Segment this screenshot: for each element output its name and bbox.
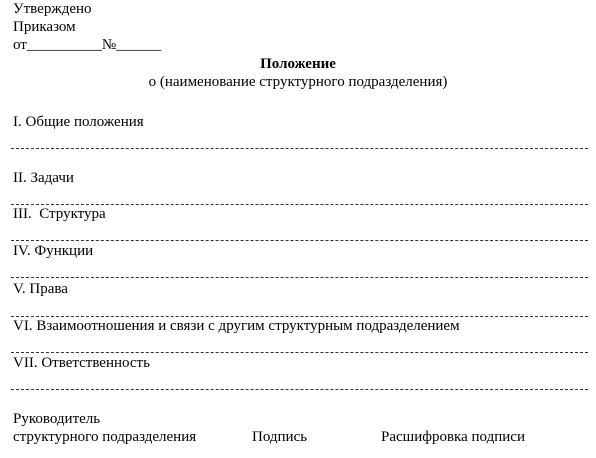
section-responsibility: VII. Ответственность bbox=[13, 355, 150, 371]
section-tasks: II. Задачи bbox=[13, 170, 74, 186]
document-subtitle: о (наименование структурного подразделения) bbox=[148, 74, 448, 90]
section-general-provisions: I. Общие положения bbox=[13, 114, 144, 130]
approval-approved: Утверждено bbox=[13, 1, 92, 17]
section-fill-line bbox=[11, 389, 588, 390]
footer-signature-decoding-label: Расшифровка подписи bbox=[381, 429, 525, 445]
section-structure: III. Структура bbox=[13, 206, 106, 222]
section-fill-line bbox=[11, 316, 588, 317]
document-title: Положение bbox=[260, 56, 336, 72]
section-functions: IV. Функции bbox=[13, 243, 94, 259]
section-relations: VI. Взаимоотношения и связи с другим структурным подразделением bbox=[13, 318, 460, 334]
approval-by-order: Приказом bbox=[13, 19, 76, 35]
section-rights: V. Права bbox=[13, 281, 68, 297]
section-fill-line bbox=[11, 352, 588, 353]
section-fill-line bbox=[11, 204, 588, 205]
section-fill-line bbox=[11, 240, 588, 241]
footer-head-title: Руководитель bbox=[13, 411, 101, 427]
section-fill-line bbox=[11, 148, 588, 149]
footer-signature-label: Подпись bbox=[252, 429, 308, 445]
footer-head-department: структурного подразделения bbox=[13, 429, 197, 445]
approval-date-number-line: от__________№______ bbox=[13, 37, 162, 53]
section-fill-line bbox=[11, 277, 588, 278]
